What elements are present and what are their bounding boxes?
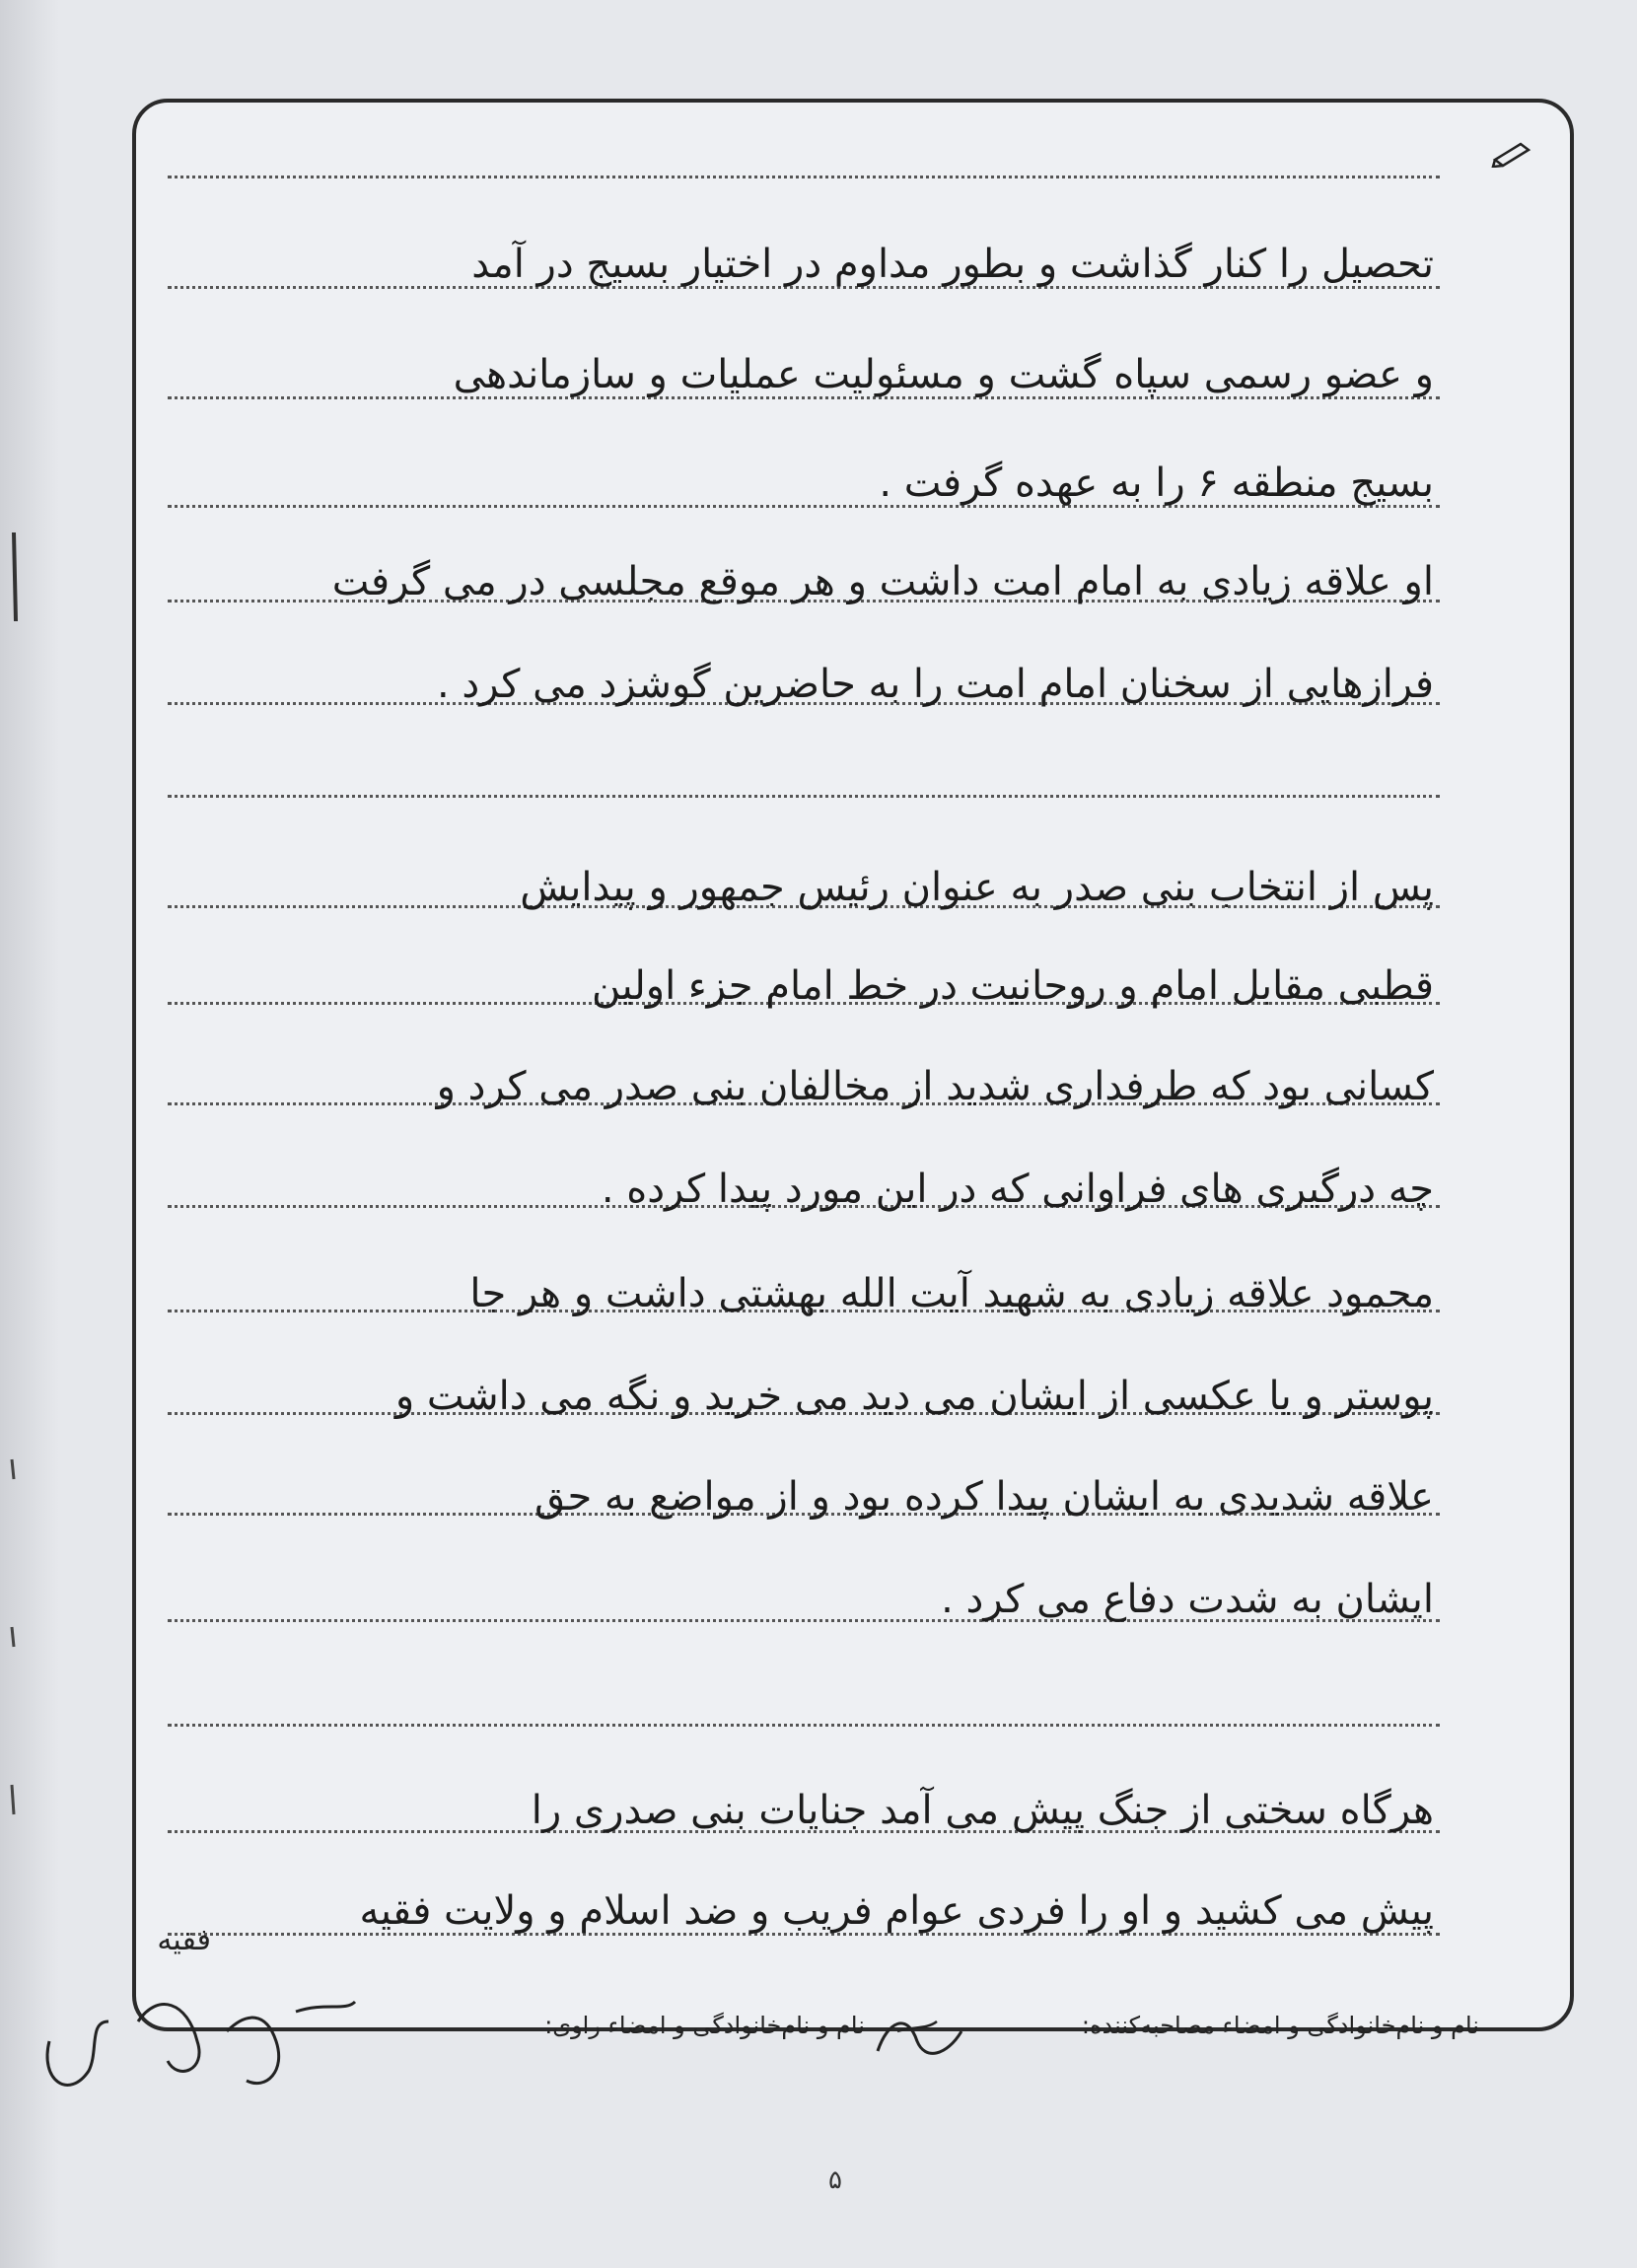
interviewer-label: نام و نام‌خانوادگی و امضاء مصاحبه‌کننده: (1081, 2012, 1479, 2039)
interviewer-signature (868, 2002, 976, 2071)
narrator-label: نام و نام‌خانوادگی و امضاء راوی: (544, 2012, 865, 2039)
handwritten-line: او علاقه زیادی به امام امت داشت و هر موقع مجلسی در می گرفت (331, 559, 1434, 604)
handwritten-line: تحصیل را کنار گذاشت و بطور مداوم در اختیار بسیج در آمد (471, 242, 1434, 287)
margin-marks (4, 473, 34, 1952)
handwritten-line: پس از انتخاب بنی صدر به عنوان رئیس جمهور و پیدایش (520, 865, 1434, 910)
page-number: ۵ (828, 2165, 842, 2195)
handwritten-line: ایشان به شدت دفاع می کرد . (941, 1577, 1434, 1622)
handwritten-line: هرگاه سختی از جنگ پیش می آمد جنایات بنی صدری را (531, 1788, 1434, 1833)
handwritten-line: محمود علاقه زیادی به شهید آیت الله بهشتی داشت و هر جا (469, 1271, 1434, 1316)
ruling-line (168, 795, 1440, 798)
handwritten-line: و عضو رسمی سپاه گشت و مسئولیت عملیات و سازماندهی (453, 352, 1434, 397)
handwritten-line: فرازهایی از سخنان امام امت را به حاضرین گوشزد می کرد . (437, 662, 1434, 707)
handwritten-line: چه درگیری های فراوانی که در این مورد پیدا کرده . (601, 1167, 1434, 1212)
handwritten-line: کسانی بود که طرفداری شدید از مخالفان بنی صدر می کرد و (436, 1064, 1434, 1109)
ruling-line (168, 176, 1440, 178)
margin-note: فقیه (157, 1923, 211, 1957)
handwritten-line: پیش می کشید و او را فردی عوام فریب و ضد اسلام و ولایت فقیه (359, 1888, 1434, 1934)
handwritten-line: پوستر و یا عکسی از ایشان می دید می خرید و نگه می داشت و (394, 1374, 1434, 1419)
handwritten-line: بسیج منطقه ۶ را به عهده گرفت . (879, 461, 1434, 506)
handwritten-line: علاقه شدیدی به ایشان پیدا کرده بود و از مواضع به حق (534, 1474, 1434, 1520)
narrator-signature (30, 1982, 365, 2110)
ruling-line (168, 1724, 1440, 1727)
pen-icon (1491, 138, 1534, 168)
handwritten-line: قطبی مقابل امام و روحانیت در خط امام جزء اولین (592, 963, 1434, 1009)
